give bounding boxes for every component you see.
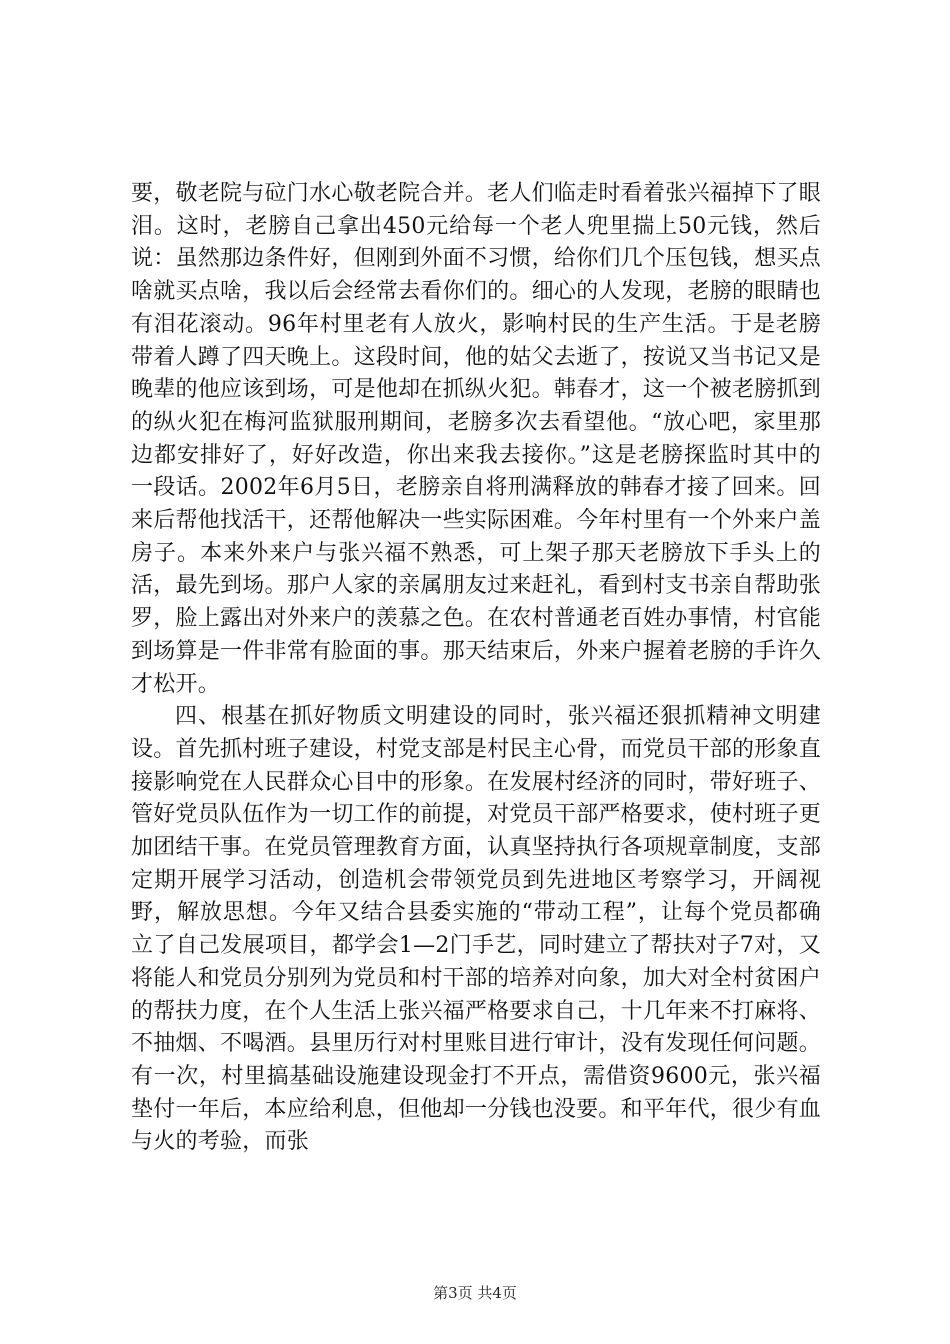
page-number-footer: 第3页 共4页 (433, 1284, 517, 1302)
document-body (131, 178, 821, 1159)
paragraph-2: 四、根基在抓好物质文明建设的同时，张兴福还狠抓精神文明建设。首先抓村班子建设，村党支部是村民主心骨，而党员干部的形象直接影响党在人民群众心目中的形象。在发展村经济的同时，带好班子、管好党员队伍作为一切工作的前提，对党员干部严格要求，使村班子更加团结干事。在党员管理教育方面，认真坚持执行各项规章制度，支部定期开展学习活动，创造机会带领党员到先进地区考察学习，开阔视野，解放思想。今年又结合县委实施的“带动工程”，让每个党员都确立了自己发展项目，都学会1—2门手艺，同时建立了帮扶对子7对，又将能人和党员分别列为党员和村干部的培养对向象，加大对全村贫困户的帮扶力度，在个人生活上张兴福严格要求自己，十几年来不打麻将、不抽烟、不喝酒。县里历行对村里账目进行审计，没有发现任何问题。有一次，村里搞基础设施建设现金打不开点，需借资9600元，张兴福垫付一年后，本应给利息，但他却一分钱也没要。和平年代，很少有血与火的考验，而张 (131, 704, 821, 1155)
paragraph-1: 要，敬老院与砬门水心敬老院合并。老人们临走时看着张兴福掉下了眼泪。这时，老膀自己拿出450元给每一个老人兜里揣上50元钱，然后说：虽然那边条件好，但刚到外面不习惯，给你们几个压包钱，想买点啥就买点啥，我以后会经常去看你们的。细心的人发现，老膀的眼睛也有泪花滚动。96年村里老有人放火，影响村民的生产生活。于是老膀带着人蹲了四天晚上。这段时间，他的姑父去逝了，按说又当书记又是晚辈的他应该到场，可是他却在抓纵火犯。韩春才，这一个被老膀抓到的纵火犯在梅河监狱服刑期间，老膀多次去看望他。“放心吧，家里那边都安排好了，好好改造，你出来我去接你。”这是老膀探监时其中的一段话。2002年6月5日，老膀亲自将刑满释放的韩春才接了回来。回来后帮他找活干，还帮他解决一些实际困难。今年村里有一个外来户盖房子。本来外来户与张兴福不熟悉，可上架子那天老膀放下手头上的活，最先到场。那户人家的亲属朋友过来赶礼，看到村支书亲自帮助张罗，脸上露出对外来户的羡慕之色。在农村普通老百姓办事情，村官能到场算是一件非常有脸面的事。那天结束后，外来户握着老膀的手许久才松开。 (131, 181, 821, 697)
